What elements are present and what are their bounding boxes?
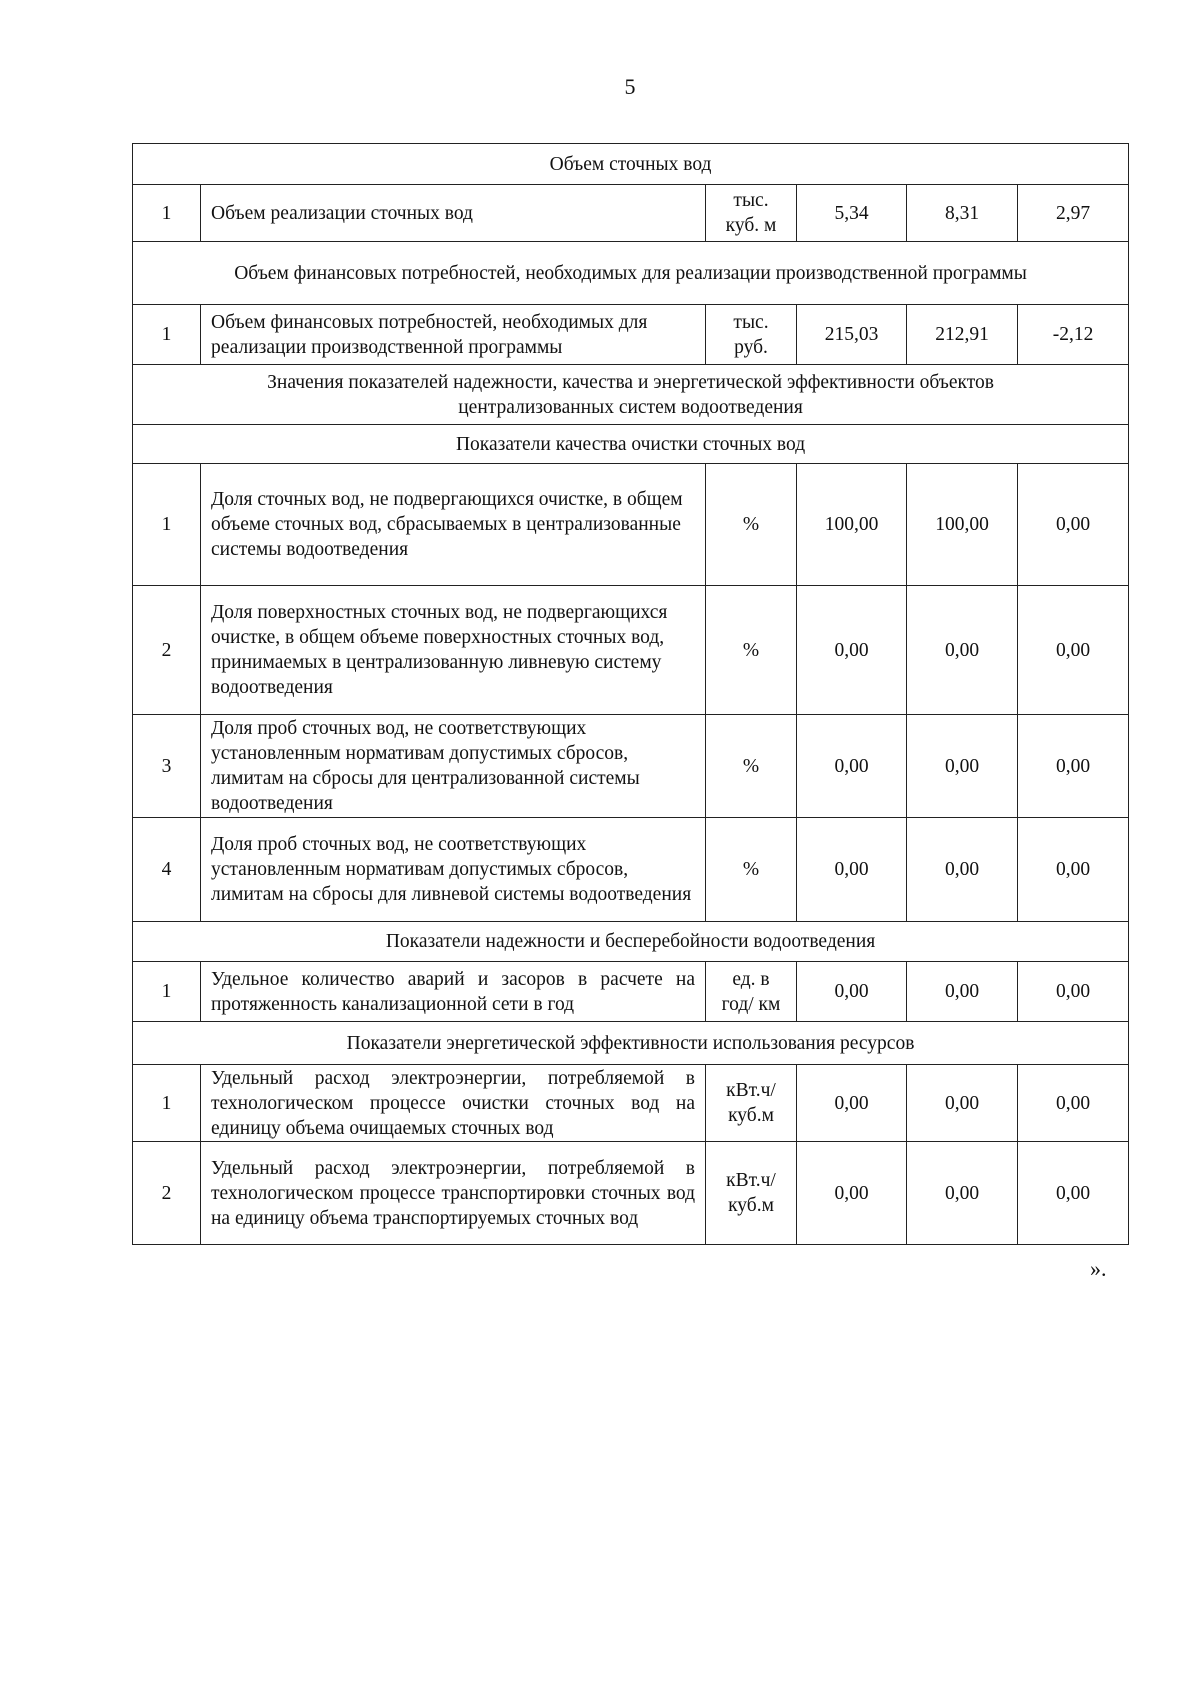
value-cell: 0,00: [797, 1142, 907, 1245]
value-cell: 0,00: [797, 818, 907, 922]
row-number: 2: [133, 1142, 201, 1245]
unit-cell: тыс. куб. м: [706, 185, 797, 242]
row-number: 1: [133, 962, 201, 1022]
indicators-table: [132, 143, 1129, 1245]
closing-quote-mark: ».: [1090, 1256, 1107, 1281]
value-cell: 0,00: [1018, 715, 1129, 818]
unit-cell: %: [706, 464, 797, 586]
row-number: 1: [133, 1065, 201, 1142]
table-row: [133, 305, 1129, 365]
value-cell: 2,97: [1018, 185, 1129, 242]
table-row: [133, 715, 1129, 818]
unit-cell: ед. в год/ км: [706, 962, 797, 1022]
section-title: Объем сточных вод: [133, 144, 1129, 185]
value-cell: 0,00: [907, 715, 1018, 818]
table-row: [133, 1142, 1129, 1245]
table-row: [133, 464, 1129, 586]
section-title: Значения показателей надежности, качества и энергетической эффективности объектов централизованных систем водоотведения: [133, 365, 1129, 425]
section-title: Объем финансовых потребностей, необходимых для реализации производственной программы: [133, 242, 1129, 305]
table-row: [133, 1065, 1129, 1142]
value-cell: 0,00: [797, 962, 907, 1022]
section-header-row: [133, 365, 1129, 425]
value-cell: 212,91: [907, 305, 1018, 365]
value-cell: 215,03: [797, 305, 907, 365]
value-cell: 100,00: [907, 464, 1018, 586]
section-header-row: [133, 144, 1129, 185]
row-number: 3: [133, 715, 201, 818]
table-row: [133, 962, 1129, 1022]
indicator-name: Объем реализации сточных вод: [201, 185, 706, 242]
section-header-row: [133, 1022, 1129, 1065]
value-cell: 0,00: [1018, 464, 1129, 586]
page-number: 5: [624, 74, 636, 99]
row-number: 1: [133, 464, 201, 586]
unit-cell: кВт.ч/ куб.м: [706, 1142, 797, 1245]
unit-cell: %: [706, 818, 797, 922]
value-cell: 0,00: [1018, 962, 1129, 1022]
table-row: [133, 818, 1129, 922]
section-header-row: [133, 242, 1129, 305]
value-cell: 0,00: [797, 715, 907, 818]
unit-cell: тыс. руб.: [706, 305, 797, 365]
indicator-name: Удельный расход электроэнергии, потребляемой в технологическом процессе транспортировки сточных вод на единицу объема транспортируемых сточных вод: [201, 1142, 706, 1245]
value-cell: 0,00: [907, 1065, 1018, 1142]
section-header-row: [133, 425, 1129, 464]
indicator-name: Удельный расход электроэнергии, потребляемой в технологическом процессе очистки сточных вод на единицу объема очищаемых сточных вод: [201, 1065, 706, 1142]
unit-cell: кВт.ч/ куб.м: [706, 1065, 797, 1142]
value-cell: 0,00: [797, 586, 907, 715]
row-number: 1: [133, 305, 201, 365]
unit-cell: %: [706, 715, 797, 818]
section-title: Показатели энергетической эффективности использования ресурсов: [133, 1022, 1129, 1065]
value-cell: 0,00: [1018, 1142, 1129, 1245]
value-cell: 0,00: [797, 1065, 907, 1142]
table-row: [133, 185, 1129, 242]
value-cell: 0,00: [1018, 1065, 1129, 1142]
indicator-name: Объем финансовых потребностей, необходимых для реализации производственной программы: [201, 305, 706, 365]
value-cell: 8,31: [907, 185, 1018, 242]
value-cell: 0,00: [907, 1142, 1018, 1245]
row-number: 4: [133, 818, 201, 922]
indicator-name: Удельное количество аварий и засоров в расчете на протяженность канализационной сети в год: [201, 962, 706, 1022]
indicator-name: Доля проб сточных вод, не соответствующих установленным нормативам допустимых сбросов, лимитам на сбросы для централизованной системы водоотведения: [201, 715, 706, 818]
value-cell: 0,00: [907, 586, 1018, 715]
indicator-name: Доля проб сточных вод, не соответствующих установленным нормативам допустимых сбросов, лимитам на сбросы для ливневой системы водоотведения: [201, 818, 706, 922]
indicator-name: Доля поверхностных сточных вод, не подвергающихся очистке, в общем объеме поверхностных сточных вод, принимаемых в централизованную ливневую систему водоотведения: [201, 586, 706, 715]
table-row: [133, 586, 1129, 715]
row-number: 1: [133, 185, 201, 242]
section-header-row: [133, 922, 1129, 962]
unit-cell: %: [706, 586, 797, 715]
row-number: 2: [133, 586, 201, 715]
value-cell: 0,00: [907, 818, 1018, 922]
section-title: Показатели надежности и бесперебойности водоотведения: [133, 922, 1129, 962]
value-cell: -2,12: [1018, 305, 1129, 365]
value-cell: 0,00: [1018, 586, 1129, 715]
indicator-name: Доля сточных вод, не подвергающихся очистке, в общем объеме сточных вод, сбрасываемых в централизованные системы водоотведения: [201, 464, 706, 586]
value-cell: 0,00: [907, 962, 1018, 1022]
value-cell: 0,00: [1018, 818, 1129, 922]
section-title: Показатели качества очистки сточных вод: [133, 425, 1129, 464]
value-cell: 5,34: [797, 185, 907, 242]
value-cell: 100,00: [797, 464, 907, 586]
